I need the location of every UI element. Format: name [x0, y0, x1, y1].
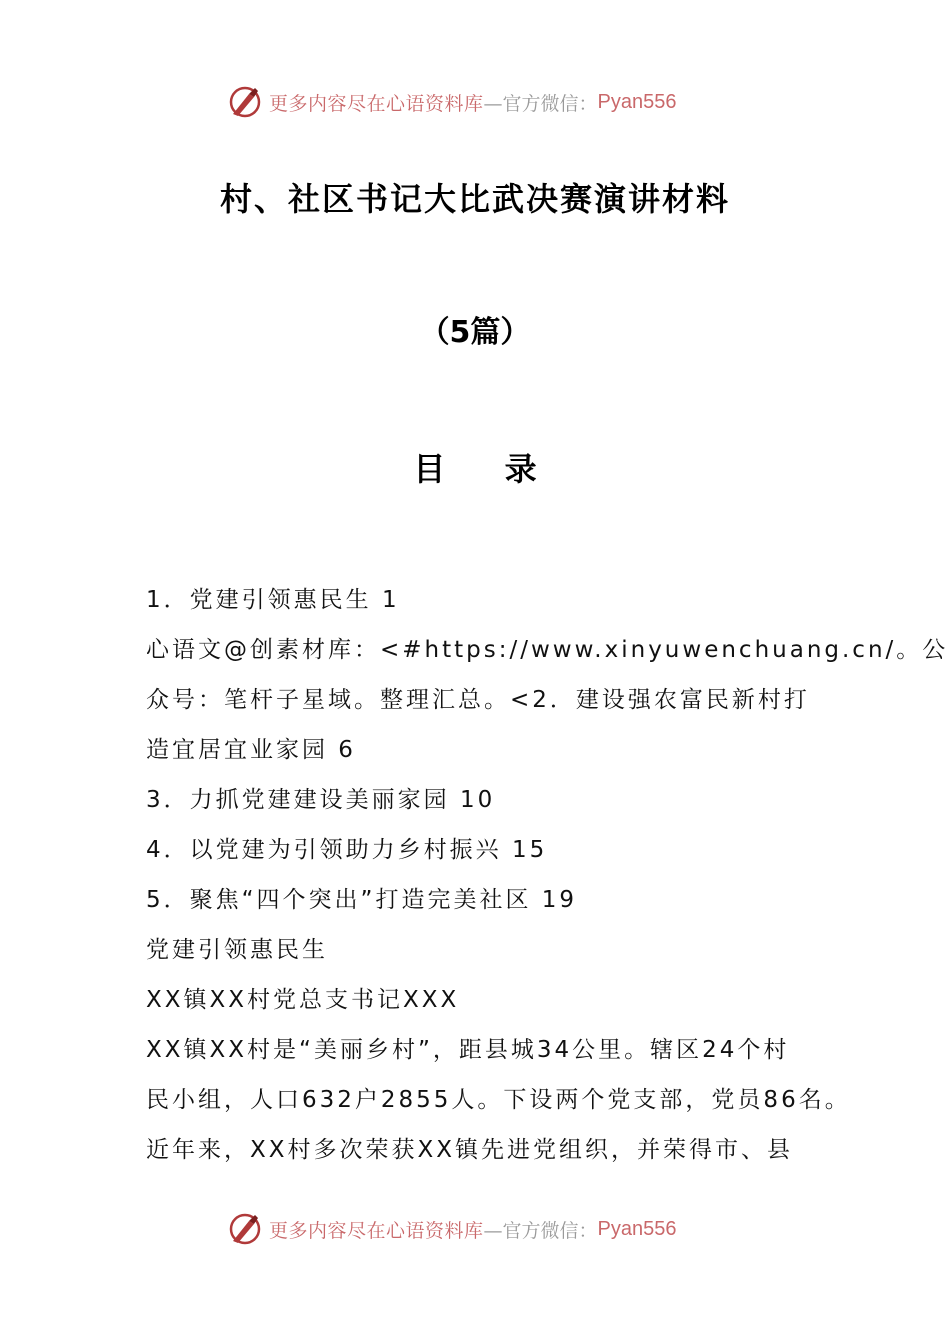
toc-entry-1: 1．党建引领惠民生 1	[146, 587, 400, 613]
document-subtitle: （5篇）	[419, 315, 531, 350]
banner-text: 更多内容尽在心语资料库	[269, 92, 484, 115]
paragraph-line: 近年来，XX村多次荣获XX镇先进党组织，并荣得市、县	[146, 1137, 794, 1163]
toc-heading: 目 录	[413, 450, 561, 488]
paragraph-line: XX镇XX村是“美丽乡村”，距县城34公里。辖区24个村	[146, 1037, 790, 1063]
pen-logo-icon	[227, 1211, 263, 1247]
author-line: XX镇XX村党总支书记XXX	[146, 987, 460, 1013]
text-line: 造宜居宜业家园 6	[146, 737, 356, 763]
text-line: 心语文@创素材库：<#https://www.xinyuwenchuang.cn/。公	[146, 637, 949, 663]
document-body	[146, 580, 949, 1180]
footer-banner	[0, 1209, 950, 1249]
banner-text: 更多内容尽在心语资料库	[269, 1219, 484, 1242]
toc-entry-3: 3．力抓党建建设美丽家园 10	[146, 787, 496, 813]
header-banner	[0, 82, 950, 122]
paragraph-line: 民小组，人口632户2855人。下设两个党支部，党员86名。	[146, 1087, 851, 1113]
toc-entry-4: 4．以党建为引领助力乡村振兴 15	[146, 837, 548, 863]
section-heading: 党建引领惠民生	[146, 937, 328, 963]
document-title: 村、社区书记大比武决赛演讲材料	[219, 180, 730, 218]
banner-wechat-label: —官方微信：	[483, 1219, 598, 1242]
toc-entry-5: 5．聚焦“四个突出”打造完美社区 19	[146, 887, 578, 913]
banner-wechat-label: —官方微信：	[483, 92, 598, 115]
banner-wechat-id: Pyan556	[597, 1217, 677, 1240]
text-line: 众号：笔杆子星域。整理汇总。<2．建设强农富民新村打	[146, 687, 810, 713]
banner-wechat-id: Pyan556	[597, 90, 677, 113]
pen-logo-icon	[227, 84, 263, 120]
